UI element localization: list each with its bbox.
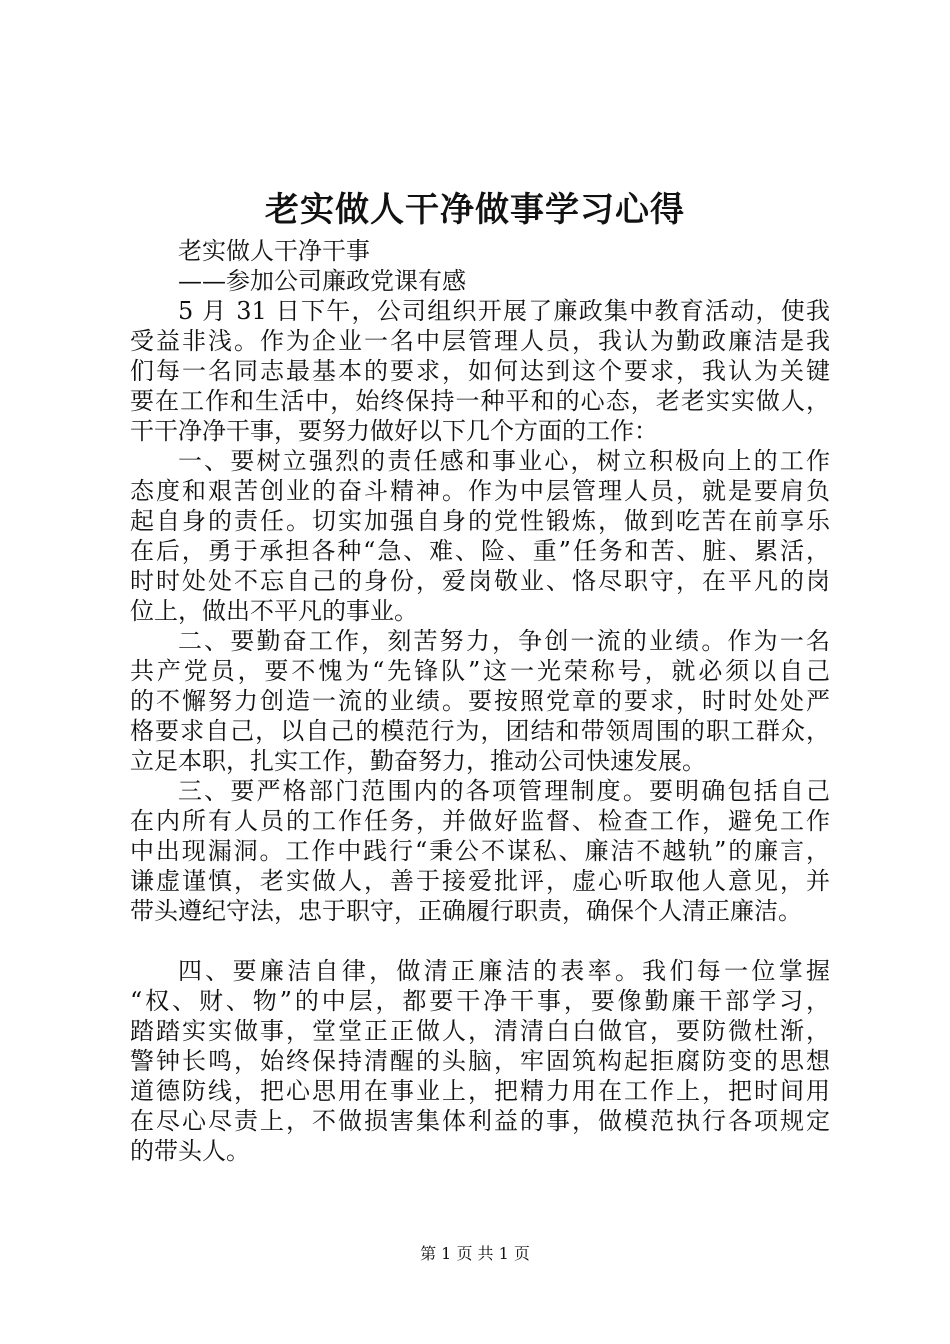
paragraph-line: 立足本职，扎实工作，勤奋努力，推动公司快速发展。	[130, 747, 706, 775]
paragraph-line: 的不懈努力创造一流的业绩。要按照党章的要求，时时处处严	[130, 687, 830, 715]
document-title: 老实做人干净做事学习心得	[265, 190, 685, 230]
paragraph-line: 踏踏实实做事，堂堂正正做人，清清白白做官，要防微杜渐，	[130, 1017, 830, 1045]
paragraph-line: 二、要勤奋工作，刻苦努力，争创一流的业绩。作为一名	[178, 627, 830, 655]
paragraph-line: 的带头人。	[130, 1137, 250, 1165]
paragraph-line: 一、要树立强烈的责任感和事业心，树立积极向上的工作	[178, 447, 830, 475]
paragraph-line: 位上，做出不平凡的事业。	[130, 597, 418, 625]
paragraph-spacer	[130, 926, 830, 956]
paragraph-line: 在尽心尽责上，不做损害集体利益的事，做模范执行各项规定	[130, 1107, 830, 1135]
paragraph-line: 干干净净干事，要努力做好以下几个方面的工作：	[130, 417, 658, 445]
paragraph-line: “权、财、物”的中层，都要干净干事，要像勤廉干部学习，	[130, 987, 830, 1015]
paragraph-line: 中出现漏洞。工作中践行“秉公不谋私、廉洁不越轨”的廉言，	[130, 837, 830, 865]
paragraph-line: 们每一名同志最基本的要求，如何达到这个要求，我认为关键	[130, 357, 830, 385]
paragraph-line: 受益非浅。作为企业一名中层管理人员，我认为勤政廉洁是我	[130, 327, 830, 355]
paragraph-line: 格要求自己，以自己的模范行为，团结和带领周围的职工群众，	[130, 717, 830, 745]
subtitle-line: ——参加公司廉政党课有感	[178, 267, 466, 295]
page-number-footer: 第 1 页 共 1 页	[420, 1244, 530, 1263]
paragraph-line: 共产党员，要不愧为“先锋队”这一光荣称号，就必须以自己	[130, 657, 830, 685]
subtitle-line: 老实做人干净干事	[178, 237, 370, 265]
paragraph-line: 在内所有人员的工作任务，并做好监督、检查工作，避免工作	[130, 807, 830, 835]
paragraph-line: 带头遵纪守法，忠于职守，正确履行职责，确保个人清正廉洁。	[130, 897, 802, 925]
paragraph-line: 三、要严格部门范围内的各项管理制度。要明确包括自己	[178, 777, 830, 805]
paragraph-line: 时时处处不忘自己的身份，爱岗敬业、恪尽职守，在平凡的岗	[130, 567, 830, 595]
paragraph-line: 谦虚谨慎，老实做人，善于接爱批评，虚心听取他人意见，并	[130, 867, 830, 895]
paragraph-line: 要在工作和生活中，始终保持一种平和的心态，老老实实做人，	[130, 387, 830, 415]
document-body	[130, 236, 830, 1166]
paragraph-line: 道德防线，把心思用在事业上，把精力用在工作上，把时间用	[130, 1077, 830, 1105]
paragraph-line: 警钟长鸣，始终保持清醒的头脑，牢固筑构起拒腐防变的思想	[130, 1047, 830, 1075]
paragraph-line: 5 月 31 日下午，公司组织开展了廉政集中教育活动，使我	[178, 297, 830, 325]
paragraph-line: 起自身的责任。切实加强自身的党性锻炼，做到吃苦在前享乐	[130, 507, 830, 535]
paragraph-line: 态度和艰苦创业的奋斗精神。作为中层管理人员，就是要肩负	[130, 477, 830, 505]
paragraph-line: 在后，勇于承担各种“急、难、险、重”任务和苦、脏、累活，	[130, 537, 830, 565]
paragraph-line: 四、要廉洁自律，做清正廉洁的表率。我们每一位掌握	[178, 957, 830, 985]
